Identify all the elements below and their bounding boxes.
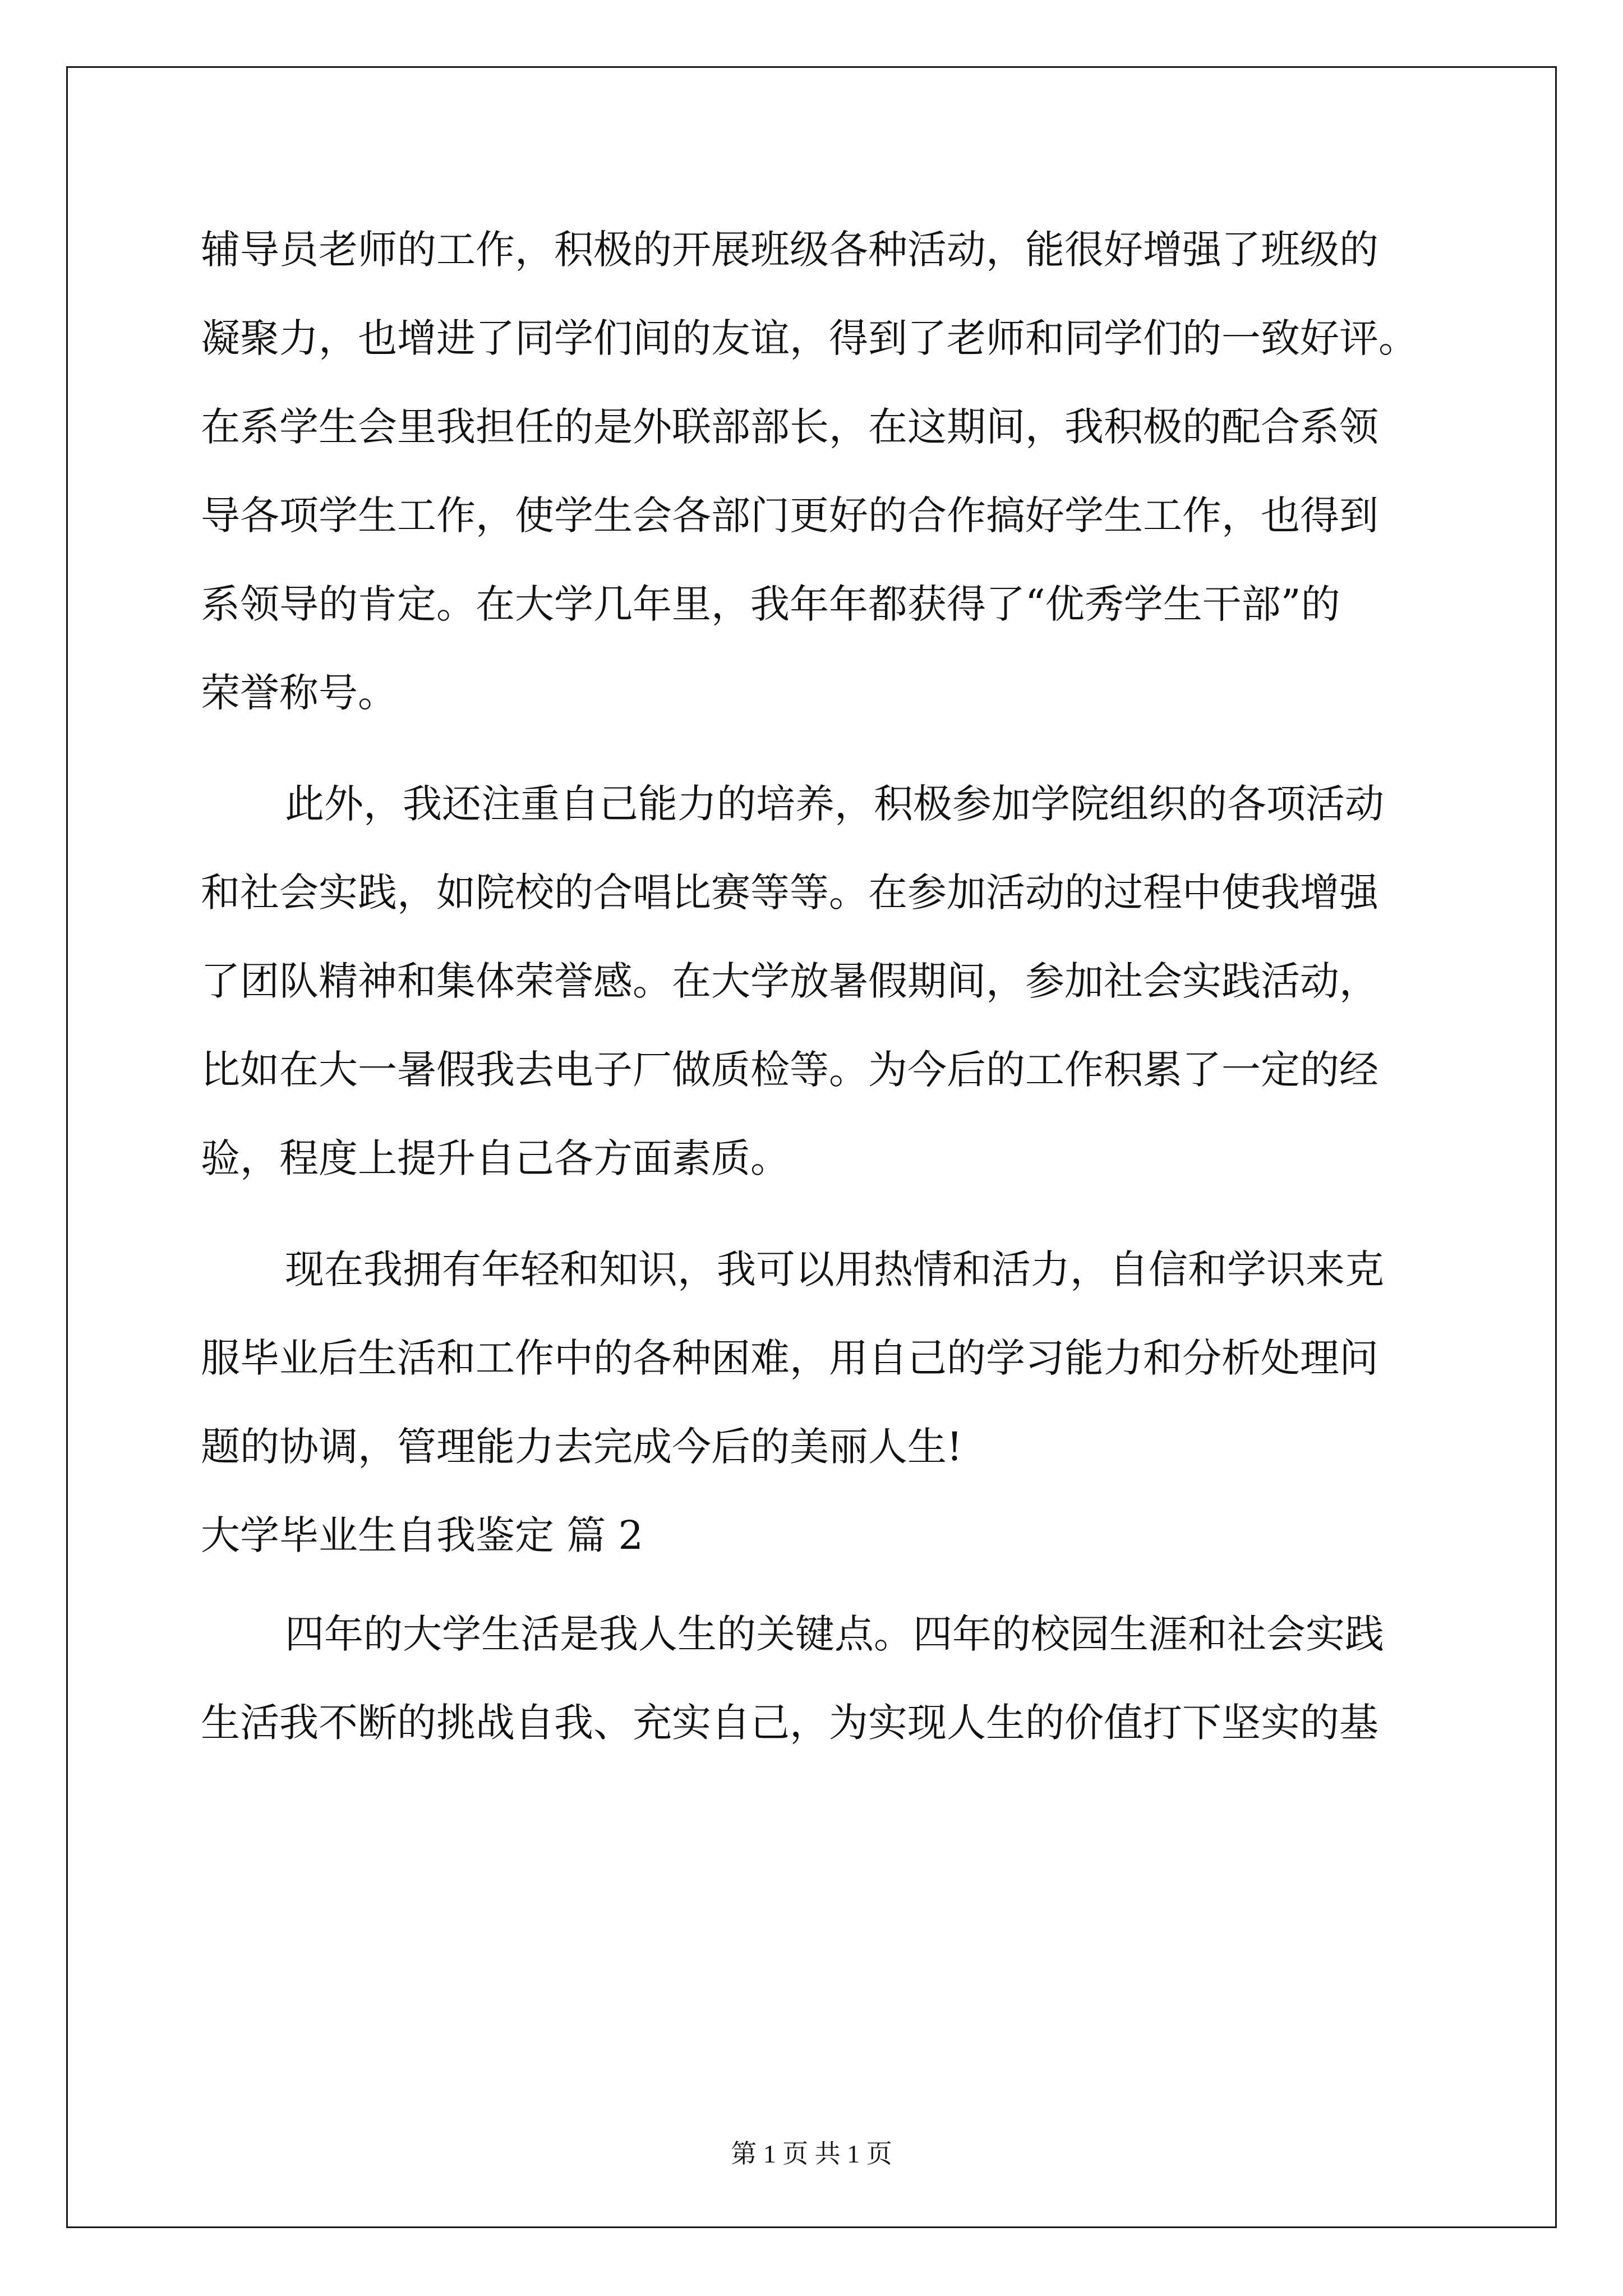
body-text-line: 辅导员老师的工作，积极的开展班级各种活动，能很好增强了班级的 [201,227,1378,273]
body-text-line: 和社会实践，如院校的合唱比赛等等。在参加活动的过程中使我增强 [201,869,1378,915]
body-text-line: 服毕业后生活和工作中的各种困难，用自己的学习能力和分析处理问 [201,1335,1378,1381]
body-text-line: 在系学生会里我担任的是外联部部长，在这期间，我积极的配合系领 [201,404,1378,450]
body-text-line: 比如在大一暑假我去电子厂做质检等。为今后的工作积累了一定的经 [201,1047,1378,1093]
body-text-line: 生活我不断的挑战自我、充实自己，为实现人生的价值打下坚实的基 [201,1700,1378,1746]
body-text-line: 了团队精神和集体荣誉感。在大学放暑假期间，参加社会实践活动， [201,958,1378,1004]
body-text-line: 题的协调，管理能力去完成今后的美丽人生! [201,1424,963,1470]
body-text-line: 验，程度上提升自己各方面素质。 [201,1135,790,1181]
paragraph-first-line: 四年的大学生活是我人生的关键点。四年的校园生涯和社会实践 [285,1611,1384,1657]
page-footer: 第 1 页 共 1 页 [731,2139,892,2168]
section-heading: 大学毕业生自我鉴定 篇 2 [201,1512,644,1558]
paragraph-first-line: 现在我拥有年轻和知识，我可以用热情和活力，自信和学识来克 [285,1246,1384,1292]
body-text-line: 荣誉称号。 [201,670,397,716]
body-text-line: 导各项学生工作，使学生会各部门更好的合作搞好学生工作，也得到 [201,493,1378,539]
paragraph-first-line: 此外，我还注重自己能力的培养，积极参加学院组织的各项活动 [285,781,1384,827]
body-text-line: 系领导的肯定。在大学几年里，我年年都获得了“优秀学生干部”的 [201,581,1340,627]
body-text-line: 凝聚力，也增进了同学们间的友谊，得到了老师和同学们的一致好评。 [201,315,1418,361]
